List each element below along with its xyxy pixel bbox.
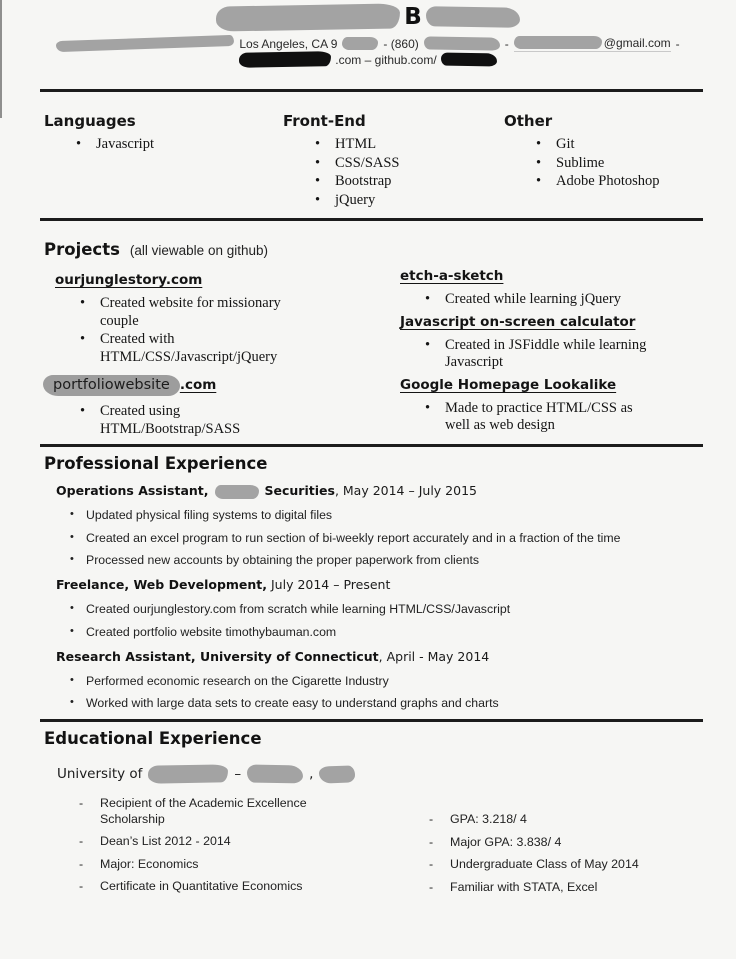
job-bullet: • Updated physical filing systems to digital files — [0, 508, 736, 523]
website-github-text: .com – github.com/ — [335, 52, 437, 67]
job-title-line — [56, 483, 736, 500]
education-item: - Recipient of the Academic Excellence Scholarship — [75, 796, 325, 827]
projects-section — [0, 240, 736, 439]
skills-list — [504, 135, 660, 191]
job-dates-text: , April - May 2014 — [378, 648, 490, 664]
job-title-line — [56, 577, 736, 594]
education-title: Educational Experience — [44, 729, 262, 748]
redacted-zip-code — [342, 37, 378, 50]
job-bullets — [0, 674, 736, 712]
redacted-website-name — [239, 51, 331, 68]
redacted-github-username — [441, 53, 497, 67]
education-left-column — [75, 796, 330, 902]
education-item: - Major GPA: 3.838/ 4 — [425, 835, 705, 851]
job-dates-text: , May 2014 – July 2015 — [334, 483, 477, 498]
job-entry — [0, 577, 736, 640]
project-name-link: Google Homepage Lookalike — [400, 376, 617, 393]
skills-column-title: Front-End — [283, 112, 366, 130]
project-bullets — [400, 400, 650, 435]
project-bullets — [400, 337, 650, 372]
project-bullet: • Created while learning jQuery — [400, 291, 650, 309]
education-right-column — [425, 812, 705, 902]
redacted-state-name — [319, 765, 356, 783]
project-name-link: Javascript on-screen calculator — [400, 313, 636, 330]
projects-columns — [0, 263, 736, 439]
job-title-line — [56, 649, 736, 666]
project-bullets — [55, 295, 305, 366]
skills-other-column — [504, 112, 660, 191]
skills-frontend-column — [283, 112, 400, 209]
skill-item: • Sublime — [504, 154, 660, 173]
redacted-first-name — [216, 3, 400, 31]
job-bullet: • Processed new accounts by obtaining the proper paperwork from clients — [0, 553, 736, 568]
project-bullet: • Created in JSFiddle while learning Javascript — [400, 337, 650, 372]
redacted-phone-number — [424, 36, 500, 50]
name-visible-initial: B — [404, 4, 422, 30]
skills-languages-column — [44, 112, 154, 154]
trailing-dash: - — [675, 36, 680, 51]
skills-section — [0, 112, 736, 212]
job-bullet: • Created an excel program to run section of bi-weekly report accurately and in a fraction of the time — [0, 531, 736, 546]
divider-rule-1 — [40, 89, 703, 92]
job-bullet: • Performed economic research on the Cigarette Industry — [0, 674, 736, 689]
job-bullet: • Created ourjunglestory.com from scratch while learning HTML/CSS/Javascript — [0, 602, 736, 617]
job-entry — [0, 483, 736, 568]
skills-list — [44, 135, 154, 154]
divider-rule-2 — [40, 218, 703, 221]
job-bullet: • Created portfolio website timothybauman.com — [0, 625, 736, 640]
name-row — [0, 0, 736, 31]
projects-right-column — [400, 263, 650, 436]
job-bullet: • Worked with large data sets to create easy to understand graphs and charts — [0, 696, 736, 711]
projects-title: Projects — [44, 240, 120, 259]
skill-item: • HTML — [283, 135, 400, 154]
experience-section — [0, 454, 736, 711]
job-bullets — [0, 508, 736, 568]
project-bullet: • Made to practice HTML/CSS as well as web design — [400, 400, 650, 435]
email-link — [514, 36, 671, 52]
redacted-street-address — [56, 35, 234, 52]
project-bullet: • Created using HTML/Bootstrap/SASS — [55, 403, 305, 438]
skill-item: • Git — [504, 135, 660, 154]
job-bullets — [0, 602, 736, 640]
project-name-suffix: .com — [179, 377, 217, 394]
divider-rule-3 — [40, 444, 703, 447]
redacted-campus-name — [247, 765, 303, 784]
divider-rule-4 — [40, 719, 703, 722]
education-columns — [0, 796, 736, 916]
project-name-redacted — [43, 375, 305, 396]
project-bullets — [55, 403, 305, 438]
job-entry — [0, 649, 736, 712]
redacted-email-user — [514, 36, 602, 49]
redacted-university-name — [148, 764, 228, 783]
location-text: Los Angeles, CA 9 — [239, 36, 338, 51]
separator-dash: - — [504, 36, 509, 51]
skills-column-title: Other — [504, 112, 553, 130]
school-line — [57, 763, 736, 785]
project-bullet: • Created website for missionary couple — [55, 295, 305, 330]
job-role-text: Research Assistant, University of Connecticut — [56, 648, 379, 664]
education-item: - Dean’s List 2012 - 2014 — [75, 834, 325, 850]
redacted-last-name — [426, 6, 520, 28]
experience-title: Professional Experience — [44, 454, 268, 473]
education-list — [75, 796, 330, 895]
job-dates-text: July 2014 – Present — [271, 577, 391, 592]
projects-subtitle: (all viewable on github) — [129, 243, 268, 258]
phone-prefix-text: - (860) — [383, 36, 419, 51]
job-company-text: Securities — [264, 483, 335, 498]
project-bullets — [400, 291, 650, 309]
project-name-link: ourjunglestory.com — [55, 272, 203, 288]
header — [0, 0, 736, 68]
skills-column-title: Languages — [44, 112, 136, 130]
contact-line-1 — [0, 36, 736, 51]
skills-list — [283, 135, 400, 209]
skill-item: • Adobe Photoshop — [504, 172, 660, 191]
education-item: - Undergraduate Class of May 2014 — [425, 857, 705, 873]
school-separator: – — [234, 766, 242, 782]
education-item: - Certificate in Quantitative Economics — [75, 879, 325, 895]
skill-item: • Javascript — [44, 135, 154, 154]
skill-item: • CSS/SASS — [283, 154, 400, 173]
redacted-company-name — [215, 485, 259, 499]
job-role-text: Freelance, Web Development, — [56, 577, 268, 592]
email-domain-text: @gmail.com — [603, 35, 671, 50]
school-prefix-text: University of — [57, 766, 143, 782]
projects-left-column — [55, 263, 305, 440]
job-role-text: Operations Assistant, — [56, 483, 209, 498]
education-item: - Familiar with STATA, Excel — [425, 880, 705, 896]
education-section — [0, 729, 736, 916]
contact-line-2 — [0, 51, 736, 68]
project-name-link: etch-a-sketch — [400, 268, 504, 284]
education-list — [425, 812, 705, 895]
scan-edge-artifact — [0, 0, 2, 118]
projects-heading-row — [44, 240, 736, 263]
skill-item: • jQuery — [283, 191, 400, 210]
school-comma: , — [309, 766, 314, 782]
education-item: - Major: Economics — [75, 857, 325, 873]
redacted-portfolio-domain: portfoliowebsite — [43, 375, 180, 396]
project-bullet: • Created with HTML/CSS/Javascript/jQuery — [55, 331, 305, 366]
education-item: - GPA: 3.218/ 4 — [425, 812, 705, 828]
skill-item: • Bootstrap — [283, 172, 400, 191]
